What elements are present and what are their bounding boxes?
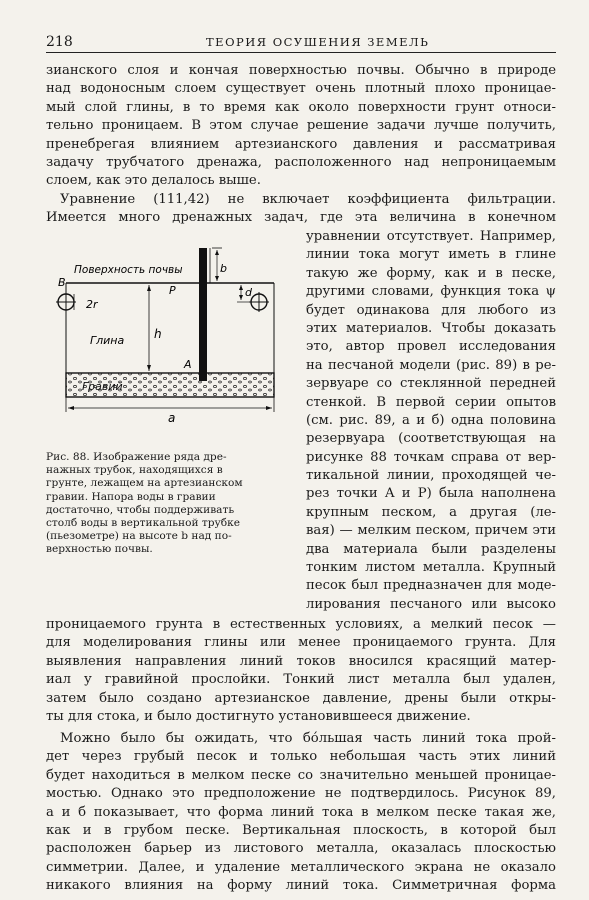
text-line: слоем, как это делалось выше. bbox=[46, 173, 261, 189]
paragraph-bottom-1 bbox=[46, 616, 556, 726]
text-line: дет через грубый песок и только небольшая часть этих линий bbox=[46, 749, 556, 765]
text-line: Можно было бы ожидать, что бо́льшая часть линий тока прой- bbox=[60, 731, 556, 746]
clay-label: Глина bbox=[90, 334, 125, 347]
text-line: рез точки A и P) была наполнена bbox=[306, 486, 556, 502]
page-number: 218 bbox=[46, 34, 73, 50]
page-header bbox=[46, 30, 556, 53]
text-line: зианского слоя и кончая поверхностью почвы. Обычно в природе bbox=[46, 63, 556, 78]
point-p-label: P bbox=[169, 284, 176, 297]
paragraph-equation bbox=[46, 191, 556, 228]
caption-line: верхностью почвы. bbox=[46, 543, 153, 556]
text-line: расположен барьер из листового металла, оказалась плоскостью bbox=[46, 841, 556, 857]
text-line: никакого влияния на форму линий тока. Симметричная форма bbox=[46, 878, 556, 894]
d-dimension-label: d bbox=[245, 286, 252, 299]
text-line: тельно проницаем. В этом случае решение задачи лучше получить, bbox=[46, 118, 556, 134]
text-line: задачу трубчатого дренажа, расположенного над непроницаемым bbox=[46, 154, 556, 170]
text-line: будет одинакова для любого из bbox=[306, 302, 556, 318]
right-column-text bbox=[306, 228, 556, 614]
text-line: мостью. Однако это предположение не подтвердилось. Рисунок 89, bbox=[46, 786, 556, 802]
text-line: крупным песком, а другая (ле- bbox=[306, 504, 556, 520]
text-line: рисунке 88 точкам справа от вер- bbox=[306, 449, 556, 465]
text-line: уравнении отсутствует. Например, bbox=[306, 229, 556, 244]
caption-line: грунте, лежащем на артезианском bbox=[46, 477, 243, 490]
text-line: над водоносным слоем существует очень плотный плохо проницае- bbox=[46, 81, 556, 97]
text-line: иал у гравийной прослойки. Тонкий лист металла был удален, bbox=[46, 672, 556, 688]
caption-line: гравии. Напора воды в гравии bbox=[46, 490, 216, 503]
text-line: будет находиться в мелком песке со значительно меньшей проницае- bbox=[46, 767, 556, 783]
b-dimension-label: b bbox=[220, 262, 227, 275]
piezometer-tube bbox=[199, 248, 207, 381]
text-line: стенкой. В первой серии опытов bbox=[306, 394, 556, 410]
text-line: линии тока могут иметь в глине bbox=[306, 247, 556, 263]
caption-line: нажных трубок, находящихся в bbox=[46, 464, 223, 477]
point-a-label: A bbox=[184, 358, 192, 371]
gravel-label: Гравий bbox=[82, 380, 123, 393]
a-dimension-label: a bbox=[168, 411, 176, 425]
text-line: другими словами, функция тока ψ bbox=[306, 284, 556, 300]
text-line: симметрии. Далее, и удаление металлического экрана не оказало bbox=[46, 859, 556, 875]
text-line: для моделирования глины или менее проницаемого грунта. Для bbox=[46, 635, 556, 651]
caption-line: столб воды в вертикальной трубке bbox=[46, 516, 241, 529]
caption-line: (пьезометре) на высоте b над по- bbox=[46, 530, 232, 543]
point-b-label: B bbox=[58, 276, 66, 289]
two-r-label: 2r bbox=[86, 298, 98, 311]
paragraph-bottom-2 bbox=[46, 730, 556, 896]
text-line: зервуаре со стеклянной передней bbox=[306, 376, 556, 392]
text-line: пренебрегая влиянием артезианского давления и рассматривая bbox=[46, 136, 556, 152]
text-line: а и б показывает, что форма линий тока в мелком песке такая же, bbox=[46, 804, 556, 820]
text-line: (см. рис. 89, а и б) одна половина bbox=[306, 412, 556, 428]
text-line: как и в грубом песке. Вертикальная плоскость, в которой был bbox=[46, 822, 556, 838]
figure-88-drainage-diagram bbox=[52, 240, 284, 445]
text-line: тонким листом металла. Крупный bbox=[306, 560, 556, 576]
text-line: выявления направления линий токов вносился красящий матер- bbox=[46, 653, 556, 669]
text-line: Имеется много дренажных задач, где эта величина в конечном bbox=[46, 210, 556, 226]
paragraph-top bbox=[46, 62, 556, 191]
text-line: лирования песчаного или высоко bbox=[306, 596, 556, 612]
text-line: этих материалов. Чтобы доказать bbox=[306, 320, 556, 336]
text-line: два материала были разделены bbox=[306, 541, 556, 557]
text-line: тикальной линии, проходящей че- bbox=[306, 468, 556, 484]
text-line: песок был предназначен для моде- bbox=[306, 578, 556, 594]
caption-line: достаточно, чтобы поддерживать bbox=[46, 503, 235, 516]
h-label: h bbox=[154, 327, 162, 341]
text-line: Уравнение (111,42) не включает коэффициента фильтрации. bbox=[60, 192, 556, 207]
text-line: это, автор провел исследования bbox=[306, 339, 556, 355]
text-line: такую же форму, как и в песке, bbox=[306, 265, 556, 281]
text-line: ты для стока, и было достигнуто установившееся движение. bbox=[46, 708, 471, 724]
text-line: вая) — мелким песком, причем эти bbox=[306, 523, 556, 539]
running-title: ТЕОРИЯ ОСУШЕНИЯ ЗЕМЕЛЬ bbox=[206, 35, 430, 49]
surface-label: Поверхность почвы bbox=[74, 264, 183, 276]
text-line: мый слой глины, в то время как около поверхности грунт относи- bbox=[46, 99, 556, 115]
text-line: резервуара (соответствующая на bbox=[306, 431, 556, 447]
caption-line: Рис. 88. Изображение ряда дре- bbox=[46, 451, 227, 463]
figure-caption bbox=[46, 451, 286, 557]
text-line: на песчаной модели (рис. 89) в ре- bbox=[306, 357, 556, 373]
text-line: затем было создано артезианское давление, дрены были откры- bbox=[46, 690, 556, 706]
text-line: проницаемого грунта в естественных условиях, а мелкий песок — bbox=[46, 617, 556, 632]
